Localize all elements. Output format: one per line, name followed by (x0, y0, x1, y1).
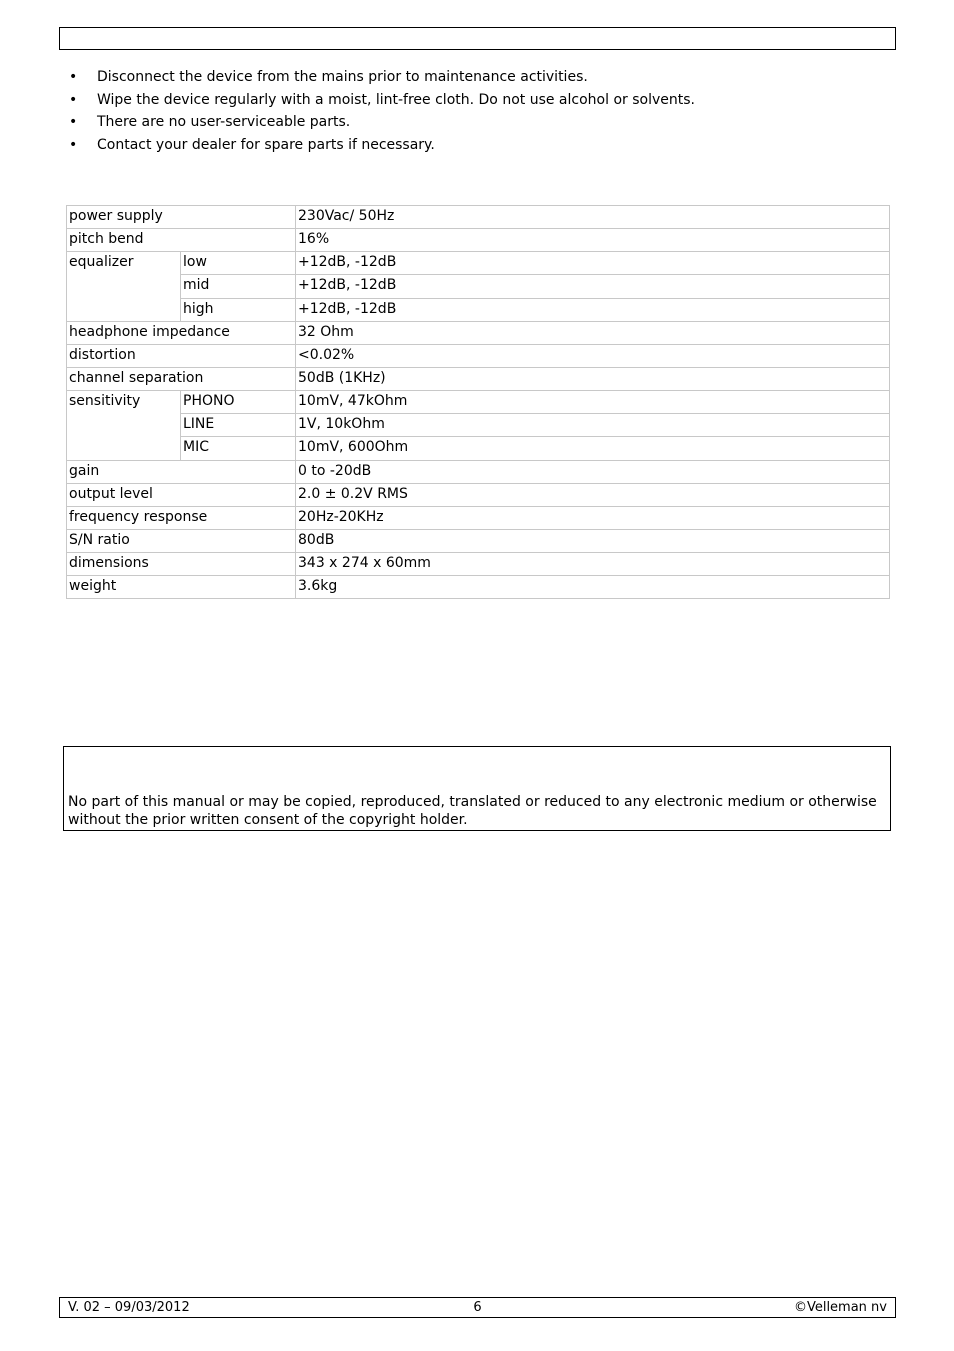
bullet-icon: • (69, 69, 78, 85)
table-row (67, 506, 890, 529)
spec-label: gain (67, 460, 296, 483)
spec-value: 3.6kg (296, 576, 890, 599)
spec-value: 343 x 274 x 60mm (296, 553, 890, 576)
table-row (67, 252, 890, 275)
spec-sublabel: LINE (181, 414, 296, 437)
spec-value: 20Hz-20KHz (296, 506, 890, 529)
spec-value: 16% (296, 229, 890, 252)
spec-sublabel: low (181, 252, 296, 275)
table-row (67, 437, 890, 460)
page-number: 6 (473, 1300, 482, 1315)
list-item: • Contact your dealer for spare parts if necessary. (66, 134, 886, 157)
bullet-icon: • (69, 114, 78, 130)
maintenance-list (66, 66, 886, 156)
specifications-table (66, 205, 890, 599)
table-row (67, 321, 890, 344)
copyright-text: No part of this manual or may be copied, reproduced, translated or reduced to any electronic medium or otherwise without the prior written consent of the copyright holder. (68, 794, 877, 828)
table-row (67, 344, 890, 367)
footer-version: V. 02 – 09/03/2012 (68, 1300, 190, 1315)
spec-label: channel separation (67, 367, 296, 390)
footer-company: ©Velleman nv (793, 1300, 887, 1315)
spec-label: weight (67, 576, 296, 599)
table-row (67, 391, 890, 414)
bullet-icon: • (69, 136, 78, 153)
table-row (67, 576, 890, 599)
spec-value: 32 Ohm (296, 321, 890, 344)
spec-value: 2.0 ± 0.2V RMS (296, 483, 890, 506)
spec-label: frequency response (67, 506, 296, 529)
spec-value: 10mV, 600Ohm (296, 437, 890, 460)
spec-label: output level (67, 483, 296, 506)
spec-sublabel: PHONO (181, 391, 296, 414)
spec-sublabel: MIC (181, 437, 296, 460)
table-row (67, 367, 890, 390)
spec-value: 10mV, 47kOhm (296, 391, 890, 414)
spec-value: <0.02% (296, 344, 890, 367)
spec-label: pitch bend (67, 229, 296, 252)
table-row (67, 460, 890, 483)
spec-label: dimensions (67, 553, 296, 576)
spec-label: S/N ratio (67, 529, 296, 552)
spec-label: headphone impedance (67, 321, 296, 344)
spec-sublabel: high (181, 298, 296, 321)
bullet-icon: • (69, 91, 78, 108)
table-row (67, 275, 890, 298)
spec-value: 0 to -20dB (296, 460, 890, 483)
page-header-box (59, 27, 896, 50)
spec-sublabel: mid (181, 275, 296, 298)
table-row (67, 553, 890, 576)
copyright-notice-box (63, 746, 891, 831)
spec-value: 1V, 10kOhm (296, 414, 890, 437)
list-item: • Disconnect the device from the mains prior to maintenance activities. (66, 66, 886, 89)
spec-value: 230Vac/ 50Hz (296, 206, 890, 229)
spec-value: 50dB (1KHz) (296, 367, 890, 390)
table-row (67, 298, 890, 321)
table-row (67, 483, 890, 506)
spec-label: equalizer (67, 252, 181, 321)
spec-value: +12dB, -12dB (296, 252, 890, 275)
list-item: • Wipe the device regularly with a moist, lint-free cloth. Do not use alcohol or solvents. (66, 89, 886, 112)
table-row (67, 414, 890, 437)
spec-label: power supply (67, 206, 296, 229)
table-row (67, 229, 890, 252)
spec-value: +12dB, -12dB (296, 275, 890, 298)
spec-label: distortion (67, 344, 296, 367)
page-footer (59, 1297, 896, 1318)
spec-value: 80dB (296, 529, 890, 552)
list-item: • There are no user-serviceable parts. (66, 111, 886, 134)
spec-label: sensitivity (67, 391, 181, 460)
table-row (67, 529, 890, 552)
table-row (67, 206, 890, 229)
spec-value: +12dB, -12dB (296, 298, 890, 321)
